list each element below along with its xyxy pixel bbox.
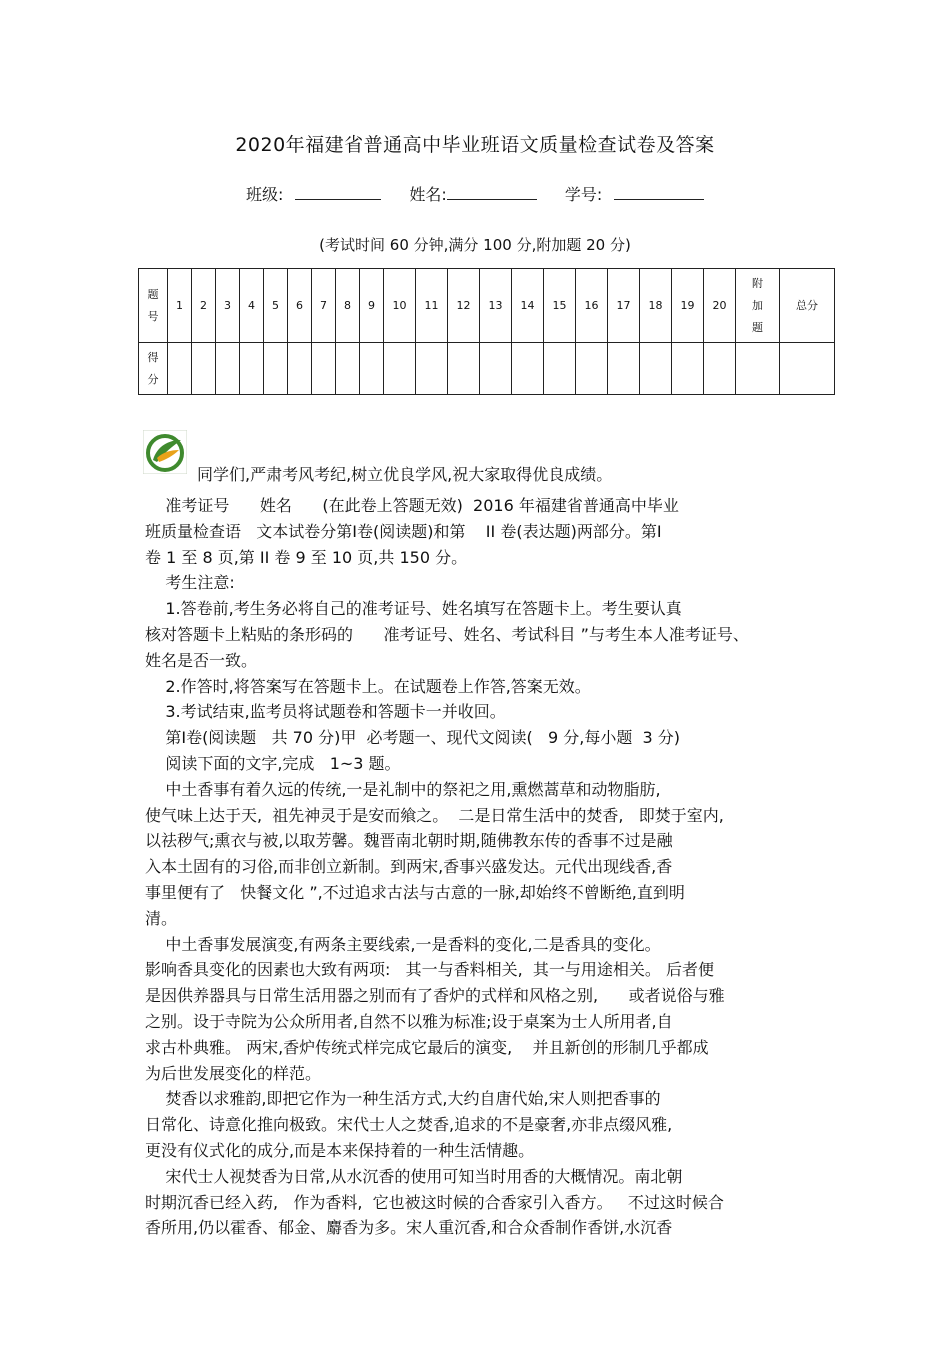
body-text-line: 香所用,仍以霍香、郁金、麝香为多。宋人重沉香,和合众香制作香饼,水沉香 [145, 1218, 673, 1238]
score-cell[interactable] [416, 343, 448, 395]
question-number-cell: 10 [384, 269, 416, 343]
question-number-cell: 7 [312, 269, 336, 343]
score-row [139, 343, 835, 395]
body-text-line: 考生注意: [145, 573, 235, 593]
body-text-line: 之别。设于寺院为公众所用者,自然不以雅为标准;设于桌案为士人所用者,自 [145, 1011, 673, 1031]
question-number-cell: 16 [576, 269, 608, 343]
body-text-line: 准考证号 姓名 (在此卷上答题无效) 2016 年福建省普通高中毕业 [145, 496, 679, 515]
body-text-line: 核对答题卡上粘贴的条形码的 准考证号、姓名、考试科目 ”与考生本人准考证号、 [145, 624, 749, 644]
score-cell[interactable] [192, 343, 216, 395]
extra-question-header: 附 加 题 [736, 269, 780, 343]
question-number-cell: 12 [448, 269, 480, 343]
score-cell[interactable] [168, 343, 192, 395]
body-text-line: 阅读下面的文字,完成 1~3 题。 [145, 753, 401, 773]
score-cell[interactable] [544, 343, 576, 395]
score-cell[interactable] [640, 343, 672, 395]
body-text-line: 班质量检查语 文本试卷分第Ⅰ卷(阅读题)和第 II 卷(表达题)两部分。第Ⅰ [145, 521, 662, 541]
score-cell[interactable] [448, 343, 480, 395]
score-cell[interactable] [512, 343, 544, 395]
question-number-cell: 18 [640, 269, 672, 343]
score-cell[interactable] [780, 343, 835, 395]
question-number-cell: 14 [512, 269, 544, 343]
body-text-line: 姓名是否一致。 [145, 650, 258, 670]
score-cell[interactable] [384, 343, 416, 395]
score-cell[interactable] [336, 343, 360, 395]
body-text-line: 3.考试结束,监考员将试题卷和答题卡一并收回。 [145, 702, 506, 722]
body-text-line: 求古朴典雅。 两宋,香炉传统式样完成它最后的演变, 并且新创的形制几乎都成 [145, 1037, 709, 1057]
score-cell[interactable] [672, 343, 704, 395]
question-number-header: 题 号 [139, 269, 168, 343]
total-score-header: 总分 [780, 269, 835, 343]
body-text-line: 1.答卷前,考生务必将自己的准考证号、姓名填写在答题卡上。考生要认真 [145, 599, 682, 619]
score-row-header: 得 分 [139, 343, 168, 395]
page-title: 2020年福建省普通高中毕业班语文质量检查试卷及答案 [235, 134, 715, 156]
body-text-line: 更没有仪式化的成分,而是本来保持着的一种生活情趣。 [145, 1140, 535, 1160]
question-number-row [139, 269, 835, 343]
exam-info: (考试时间 60 分钟,满分 100 分,附加题 20 分) [319, 236, 631, 254]
question-number-cell: 9 [360, 269, 384, 343]
score-cell[interactable] [576, 343, 608, 395]
body-text-line: 第Ⅰ卷(阅读题 共 70 分)甲 必考题一、现代文阅读( 9 分,每小题 3 分) [145, 728, 681, 748]
question-number-cell: 17 [608, 269, 640, 343]
score-cell[interactable] [480, 343, 512, 395]
leaf-logo-icon [143, 430, 187, 474]
score-cell[interactable] [288, 343, 312, 395]
question-number-cell: 20 [704, 269, 736, 343]
question-number-cell: 19 [672, 269, 704, 343]
class-label: 班级: [246, 185, 284, 204]
question-number-cell: 4 [240, 269, 264, 343]
body-text-line: 中土香事有着久远的传统,一是礼制中的祭祀之用,熏燃蒿草和动物脂肪, [145, 779, 661, 799]
question-number-cell: 13 [480, 269, 512, 343]
body-text-line: 以祛秽气;熏衣与被,以取芳馨。魏晋南北朝时期,随佛教东传的香事不过是融 [145, 831, 673, 851]
body-text-line: 使气味上达于天, 祖先神灵于是安而飨之。 二是日常生活中的焚香, 即焚于室内, [145, 805, 724, 825]
body-text-line: 时期沉香已经入药, 作为香料, 它也被这时候的合香家引入香方。 不过这时候合 [145, 1192, 724, 1212]
score-table [138, 268, 835, 395]
score-cell[interactable] [360, 343, 384, 395]
body-text-line: 日常化、诗意化推向极致。宋代士人之焚香,追求的不是豪奢,亦非点缀风雅, [145, 1115, 673, 1135]
score-cell[interactable] [608, 343, 640, 395]
question-number-cell: 8 [336, 269, 360, 343]
student-id-blank[interactable] [614, 183, 704, 200]
name-blank[interactable] [447, 183, 537, 200]
body-text-line: 影响香具变化的因素也大致有两项: 其一与香料相关, 其一与用途相关。 后者便 [145, 960, 714, 980]
question-number-cell: 6 [288, 269, 312, 343]
body-text-line: 是因供养器具与日常生活用器之别而有了香炉的式样和风格之别, 或者说俗与雅 [145, 986, 725, 1006]
score-cell[interactable] [736, 343, 780, 395]
body-text-line: 宋代士人视焚香为日常,从水沉香的使用可知当时用香的大概情况。南北朝 [145, 1166, 683, 1186]
score-cell[interactable] [216, 343, 240, 395]
question-number-cell: 2 [192, 269, 216, 343]
question-number-cell: 11 [416, 269, 448, 343]
body-text-line: 为后世发展变化的样范。 [145, 1063, 322, 1083]
question-number-cell: 1 [168, 269, 192, 343]
score-cell[interactable] [312, 343, 336, 395]
body-text-line: 卷 1 至 8 页,第 II 卷 9 至 10 页,共 150 分。 [145, 547, 468, 567]
student-info-line [246, 182, 732, 205]
question-number-cell: 15 [544, 269, 576, 343]
question-number-cell: 3 [216, 269, 240, 343]
body-text-line: 事里便有了 快餐文化 ”,不过追求古法与古意的一脉,却始终不曾断绝,直到明 [145, 882, 685, 902]
question-number-cell: 5 [264, 269, 288, 343]
score-cell[interactable] [264, 343, 288, 395]
name-label: 姓名: [409, 185, 447, 204]
class-blank[interactable] [295, 183, 381, 200]
student-id-label: 学号: [564, 185, 603, 204]
body-text-line: 入本土固有的习俗,而非创立新制。到两宋,香事兴盛发达。元代出现线香,香 [145, 857, 673, 877]
body-text-line: 清。 [145, 908, 178, 928]
body-text-line: 2.作答时,将答案写在答题卡上。在试题卷上作答,答案无效。 [145, 676, 591, 696]
exam-body-text [145, 493, 815, 1241]
score-cell[interactable] [240, 343, 264, 395]
body-text-line: 焚香以求雅韵,即把它作为一种生活方式,大约自唐代始,宋人则把香事的 [145, 1089, 661, 1109]
slogan-text: 同学们,严肃考风考纪,树立优良学风,祝大家取得优良成绩。 [197, 465, 613, 484]
score-cell[interactable] [704, 343, 736, 395]
body-text-line: 中土香事发展演变,有两条主要线索,一是香料的变化,二是香具的变化。 [145, 934, 661, 954]
